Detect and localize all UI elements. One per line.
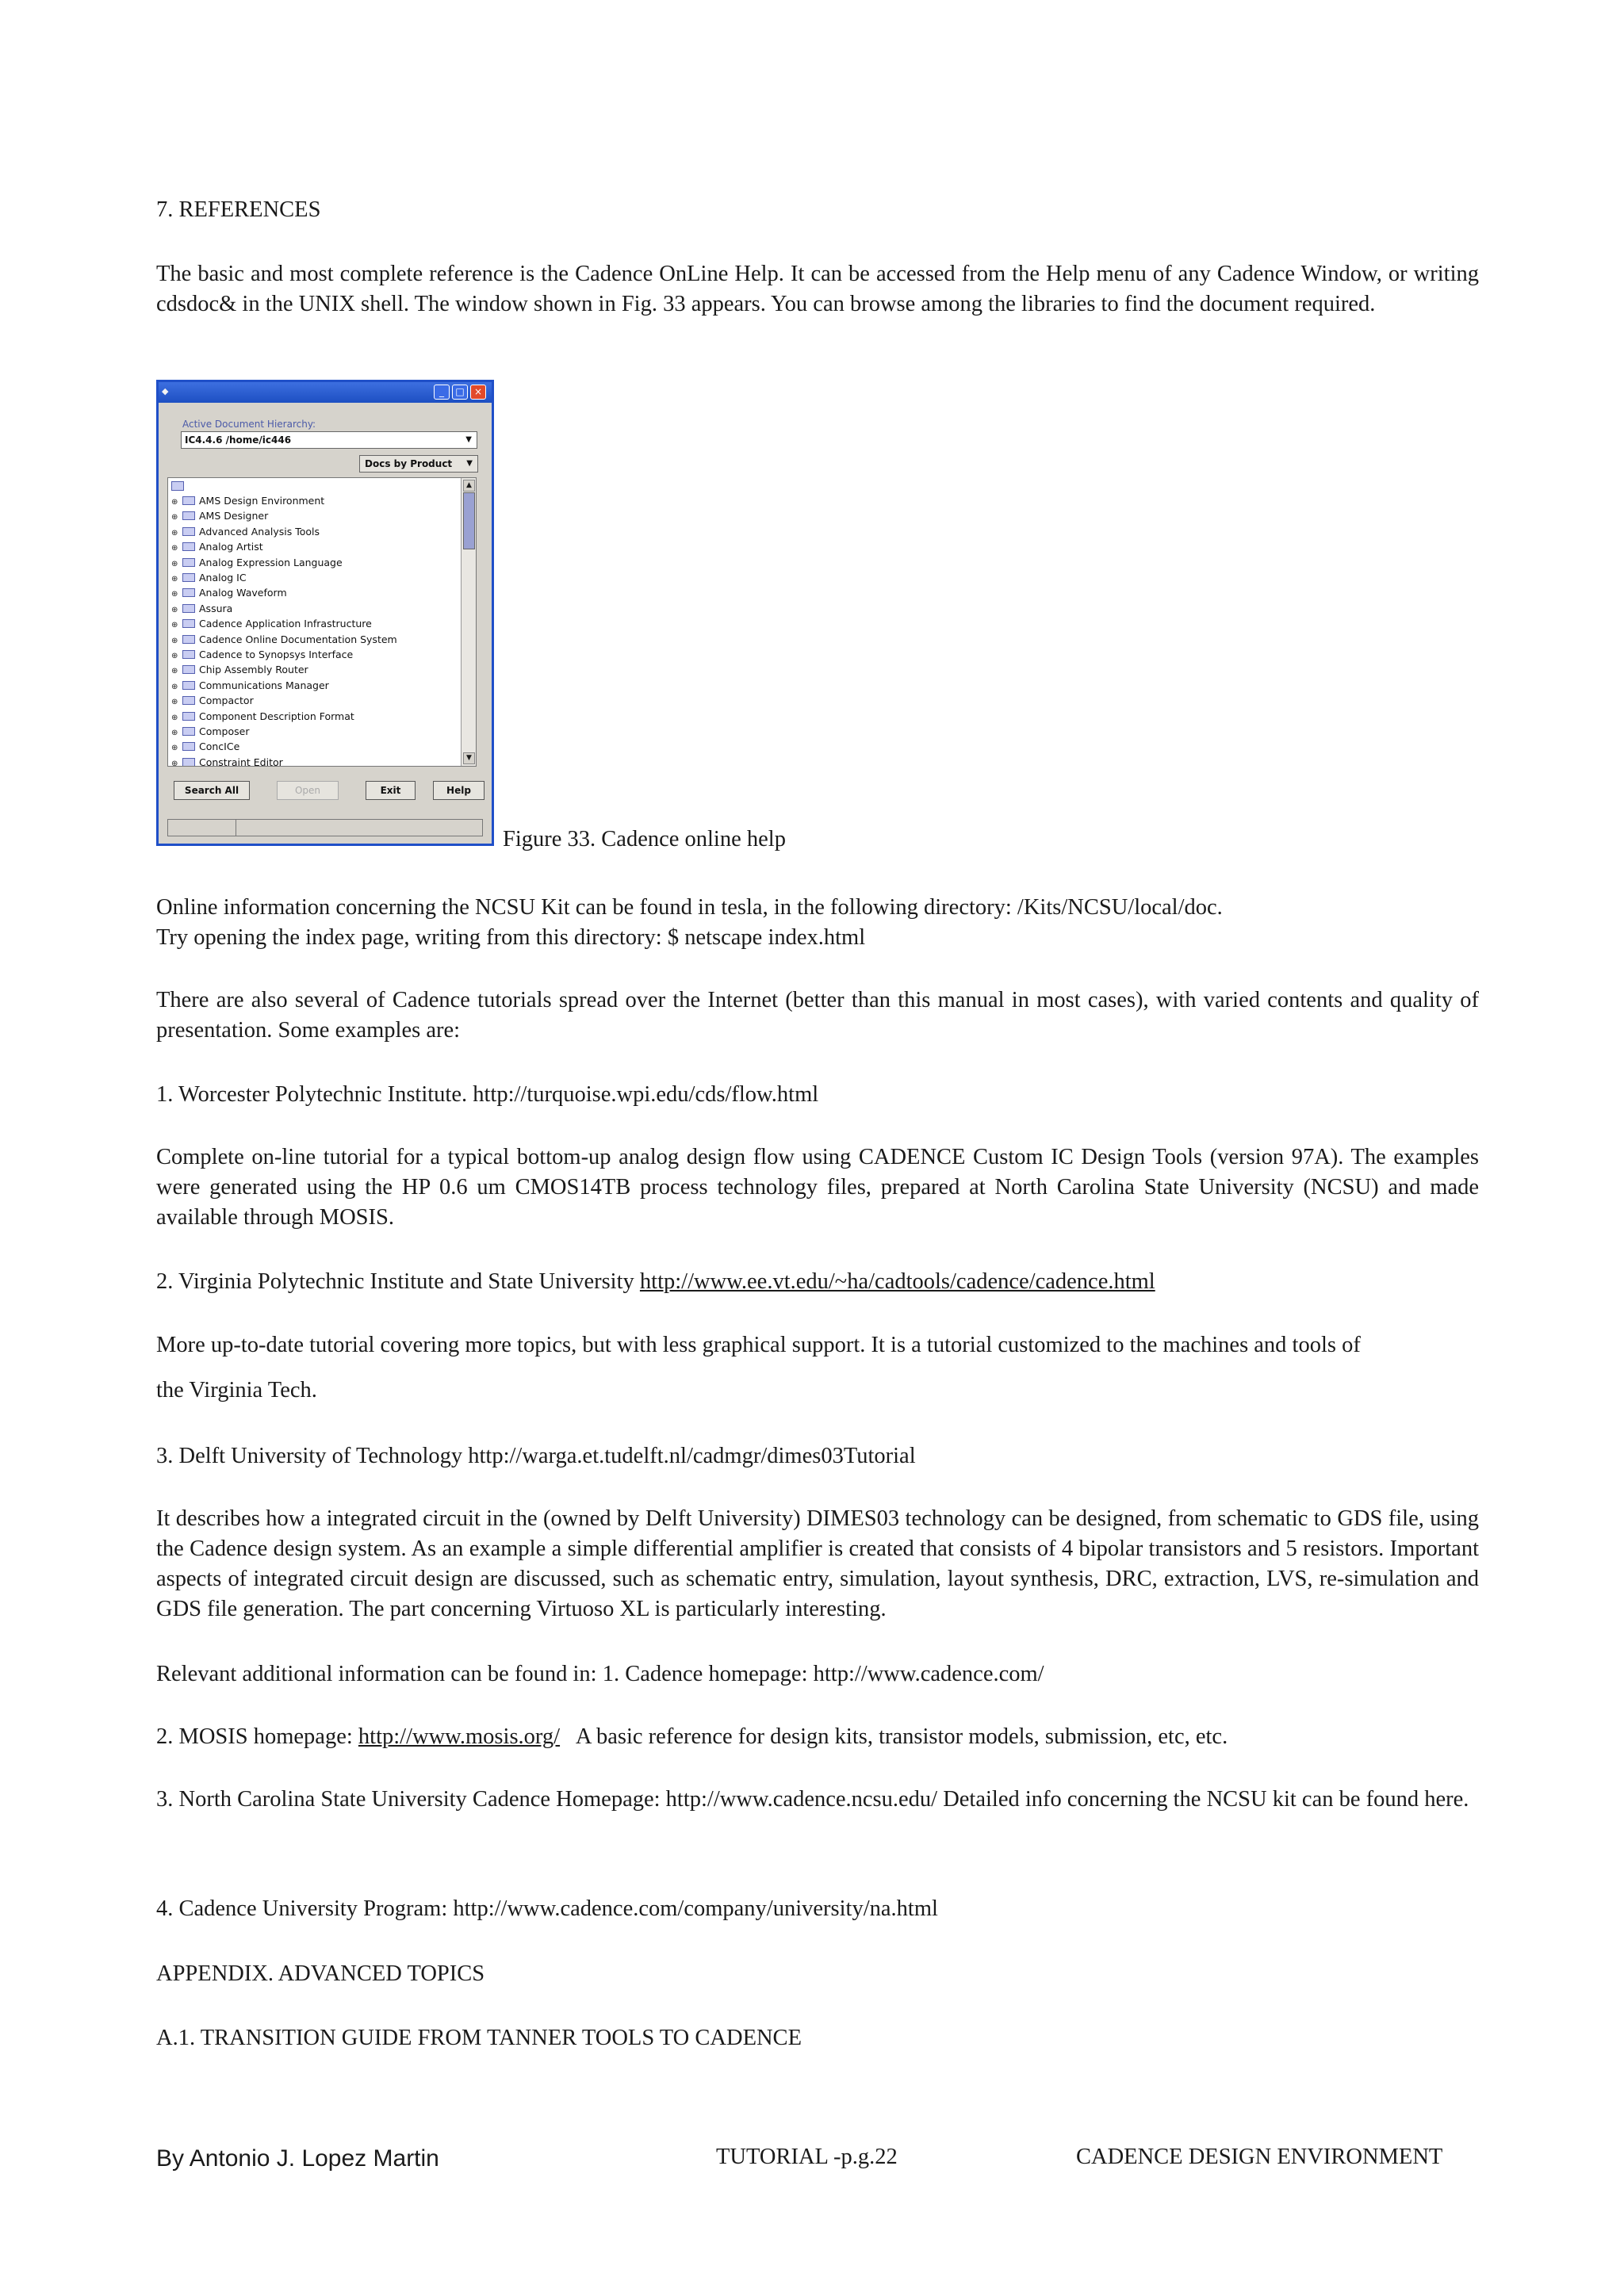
expand-icon[interactable]: ⊕ bbox=[171, 528, 178, 538]
tree-item-label: Cadence Application Infrastructure bbox=[199, 618, 372, 630]
tree-item-label: Cadence to Synopsys Interface bbox=[199, 649, 354, 660]
window-app-icon: ◆ bbox=[162, 386, 169, 396]
tree-item-label: Analog Waveform bbox=[199, 587, 287, 599]
docs-by-select[interactable] bbox=[359, 455, 478, 473]
folder-icon bbox=[182, 696, 195, 705]
mosis-suffix: A basic reference for design kits, transistor models, submission, etc, etc. bbox=[560, 1724, 1228, 1749]
expand-icon[interactable]: ⊕ bbox=[171, 729, 178, 737]
tree-item[interactable] bbox=[171, 693, 254, 708]
reference-1: 1. Worcester Polytechnic Institute. http://turquoise.wpi.edu/cds/flow.html bbox=[156, 1082, 819, 1107]
mosis-prefix: 2. MOSIS homepage: bbox=[156, 1724, 358, 1749]
folder-icon bbox=[182, 727, 195, 736]
folder-icon bbox=[182, 635, 195, 644]
folder-icon bbox=[182, 681, 195, 690]
folder-icon bbox=[182, 758, 195, 767]
tree-item[interactable] bbox=[171, 493, 324, 508]
folder-icon bbox=[182, 619, 195, 628]
tree-item-label: Constraint Editor bbox=[199, 756, 283, 767]
footer-page-number: TUTORIAL -p.g.22 bbox=[716, 2145, 898, 2169]
scroll-up-icon[interactable]: ▲ bbox=[463, 480, 475, 492]
reference-2-link[interactable]: http://www.ee.vt.edu/~ha/cadtools/cadence/cadence.html bbox=[639, 1269, 1155, 1294]
expand-icon[interactable]: ⊕ bbox=[171, 498, 178, 507]
chevron-down-icon: ▼ bbox=[465, 435, 472, 444]
expand-icon[interactable]: ⊕ bbox=[171, 652, 178, 660]
folder-icon bbox=[182, 558, 195, 567]
tree-item-label: Composer bbox=[199, 725, 250, 737]
scroll-down-icon[interactable]: ▼ bbox=[463, 752, 475, 764]
folder-icon bbox=[182, 712, 195, 721]
folder-icon bbox=[182, 527, 195, 536]
tree-item[interactable] bbox=[171, 662, 308, 677]
maximize-icon[interactable]: □ bbox=[452, 385, 468, 400]
university-program: 4. Cadence University Program: http://www.cadence.com/company/university/na.html bbox=[156, 1896, 938, 1921]
document-tree[interactable] bbox=[167, 477, 477, 767]
tree-item[interactable] bbox=[171, 755, 283, 767]
tree-item-label: Analog IC bbox=[199, 572, 247, 584]
folder-icon bbox=[171, 481, 184, 491]
ncsu-info-line2: Try opening the index page, writing from this directory: $ netscape index.html bbox=[156, 925, 866, 950]
reference-2 bbox=[156, 1267, 1155, 1297]
section-heading: 7. REFERENCES bbox=[156, 197, 321, 222]
tree-item[interactable] bbox=[171, 647, 353, 662]
open-button[interactable]: Open bbox=[277, 781, 339, 800]
folder-icon bbox=[182, 588, 195, 597]
folder-icon bbox=[182, 742, 195, 751]
cadence-help-window-figure bbox=[156, 380, 494, 846]
mosis-line bbox=[156, 1722, 1228, 1752]
expand-icon[interactable]: ⊕ bbox=[171, 605, 178, 614]
reference-2-text: 2. Virginia Polytechnic Institute and State University bbox=[156, 1269, 640, 1294]
tree-item-label: AMS Designer bbox=[199, 510, 269, 522]
tree-item-label: Chip Assembly Router bbox=[199, 664, 308, 676]
tutorials-intro: There are also several of Cadence tutorials spread over the Internet (better than this manual in most cases), with varied contents and quality of presentation. Some examples are: bbox=[156, 988, 1479, 1043]
folder-icon bbox=[182, 604, 195, 613]
tree-item[interactable] bbox=[171, 508, 268, 523]
tree-item-label: Analog Expression Language bbox=[199, 556, 343, 568]
expand-icon[interactable]: ⊕ bbox=[171, 559, 178, 568]
folder-icon bbox=[182, 496, 195, 505]
appendix-a1-heading: A.1. TRANSITION GUIDE FROM TANNER TOOLS TO CADENCE bbox=[156, 2026, 802, 2050]
expand-icon[interactable]: ⊕ bbox=[171, 621, 178, 630]
expand-icon[interactable]: ⊕ bbox=[171, 667, 178, 676]
folder-icon bbox=[182, 650, 195, 659]
tree-item-label: Compactor bbox=[199, 695, 254, 707]
expand-icon[interactable]: ⊕ bbox=[171, 759, 178, 767]
tree-item[interactable] bbox=[171, 616, 372, 631]
additional-info: Relevant additional information can be found in: 1. Cadence homepage: http://www.cadence.com/ bbox=[156, 1662, 1044, 1686]
tree-item-label: Communications Manager bbox=[199, 679, 329, 691]
tree-item[interactable] bbox=[171, 585, 287, 600]
intro-paragraph: The basic and most complete reference is the Cadence OnLine Help. It can be accessed from the Help menu of any Cadence Window, or writing cdsdoc& in the UNIX shell. The window shown in Fig. 33 appears. You can browse among the libraries to find the document required. bbox=[156, 262, 1479, 316]
window-titlebar bbox=[159, 382, 492, 403]
docs-by-select-value: Docs by Product bbox=[365, 458, 453, 469]
expand-icon[interactable]: ⊕ bbox=[171, 575, 178, 584]
search-all-button[interactable]: Search All bbox=[174, 781, 250, 800]
close-icon[interactable]: × bbox=[470, 385, 486, 400]
tree-item[interactable] bbox=[171, 632, 397, 647]
reference-1-description: Complete on-line tutorial for a typical bottom-up analog design flow using CADENCE Custom IC Design Tools (version 97A). The examples were generated using the HP 0.6 um CMOS14TB process technology files, prepared at North Carolina State University (NCSU) and made available through MOSIS. bbox=[156, 1145, 1479, 1230]
reference-3-description: It describes how a integrated circuit in the (owned by Delft University) DIMES03 technology can be designed, from schematic to GDS file, using the Cadence design system. As an example a simple differential amplifier is created that consists of 4 bipolar transistors and 5 resistors. Important aspects of integrated circuit design are discussed, such as schematic entry, simulation, layout synthesis, DRC, extraction, LVS, re-simulation and GDS file generation. The part concerning Virtuoso XL is particularly interesting. bbox=[156, 1506, 1479, 1621]
tree-item[interactable] bbox=[171, 739, 239, 754]
tree-item-label: Cadence Online Documentation System bbox=[199, 633, 397, 645]
figure-caption: Figure 33. Cadence online help bbox=[503, 827, 786, 851]
tree-item[interactable] bbox=[171, 678, 329, 693]
tree-item[interactable] bbox=[171, 709, 354, 724]
tree-item-label: Advanced Analysis Tools bbox=[199, 525, 320, 538]
tree-scrollbar[interactable] bbox=[461, 478, 476, 766]
window-statusbar bbox=[167, 819, 483, 836]
expand-icon[interactable]: ⊕ bbox=[171, 744, 178, 753]
statusbar-segment bbox=[168, 820, 236, 836]
expand-icon[interactable]: ⊕ bbox=[171, 682, 178, 691]
mosis-link[interactable]: http://www.mosis.org/ bbox=[358, 1724, 561, 1749]
tree-item-label: Assura bbox=[199, 602, 233, 614]
exit-button[interactable]: Exit bbox=[366, 781, 416, 800]
help-button[interactable]: Help bbox=[433, 781, 485, 800]
folder-icon bbox=[182, 573, 195, 582]
expand-icon[interactable]: ⊕ bbox=[171, 713, 178, 722]
tree-item[interactable] bbox=[171, 724, 249, 739]
expand-icon[interactable]: ⊕ bbox=[171, 544, 178, 553]
hierarchy-select[interactable] bbox=[181, 431, 477, 449]
folder-icon bbox=[182, 665, 195, 674]
tree-item[interactable] bbox=[171, 524, 320, 539]
tree-item-label: AMS Design Environment bbox=[199, 495, 325, 507]
reference-3: 3. Delft University of Technology http://warga.et.tudelft.nl/cadmgr/dimes03Tutorial bbox=[156, 1444, 916, 1468]
tree-item[interactable] bbox=[171, 539, 263, 554]
appendix-heading: APPENDIX. ADVANCED TOPICS bbox=[156, 1961, 485, 1986]
folder-icon bbox=[182, 542, 195, 551]
chevron-down-icon: ▼ bbox=[466, 459, 473, 468]
expand-icon[interactable]: ⊕ bbox=[171, 698, 178, 707]
hierarchy-select-value: IC4.4.6 /home/ic446 bbox=[185, 434, 292, 446]
expand-icon[interactable]: ⊕ bbox=[171, 636, 178, 645]
tree-item[interactable] bbox=[171, 570, 247, 585]
minimize-icon[interactable]: _ bbox=[434, 385, 450, 400]
tree-item-label: ConcICe bbox=[199, 740, 240, 753]
tree-item[interactable] bbox=[171, 601, 232, 616]
folder-icon bbox=[182, 511, 195, 520]
ncsu-homepage: 3. North Carolina State University Cadence Homepage: http://www.cadence.ncsu.edu/ Detailed info concerning the NCSU kit can be found here. bbox=[156, 1787, 1469, 1812]
tree-item-label: Component Description Format bbox=[199, 710, 354, 722]
footer-title: CADENCE DESIGN ENVIRONMENT bbox=[1076, 2145, 1443, 2169]
reference-2-description-line1: More up-to-date tutorial covering more topics, but with less graphical support. It is a tutorial customized to the machines and tools of bbox=[156, 1333, 1361, 1357]
reference-2-description-line2: the Virginia Tech. bbox=[156, 1378, 317, 1402]
expand-icon[interactable]: ⊕ bbox=[171, 513, 178, 522]
tree-item-label: Analog Artist bbox=[199, 541, 263, 553]
tree-item[interactable] bbox=[171, 555, 343, 570]
scroll-thumb[interactable] bbox=[463, 492, 475, 549]
ncsu-info-line1: Online information concerning the NCSU Kit can be found in tesla, in the following directory: /Kits/NCSU/local/doc. bbox=[156, 895, 1223, 920]
active-hierarchy-label: Active Document Hierarchy: bbox=[182, 419, 316, 430]
footer-author: By Antonio J. Lopez Martin bbox=[156, 2145, 439, 2172]
expand-icon[interactable]: ⊕ bbox=[171, 590, 178, 599]
